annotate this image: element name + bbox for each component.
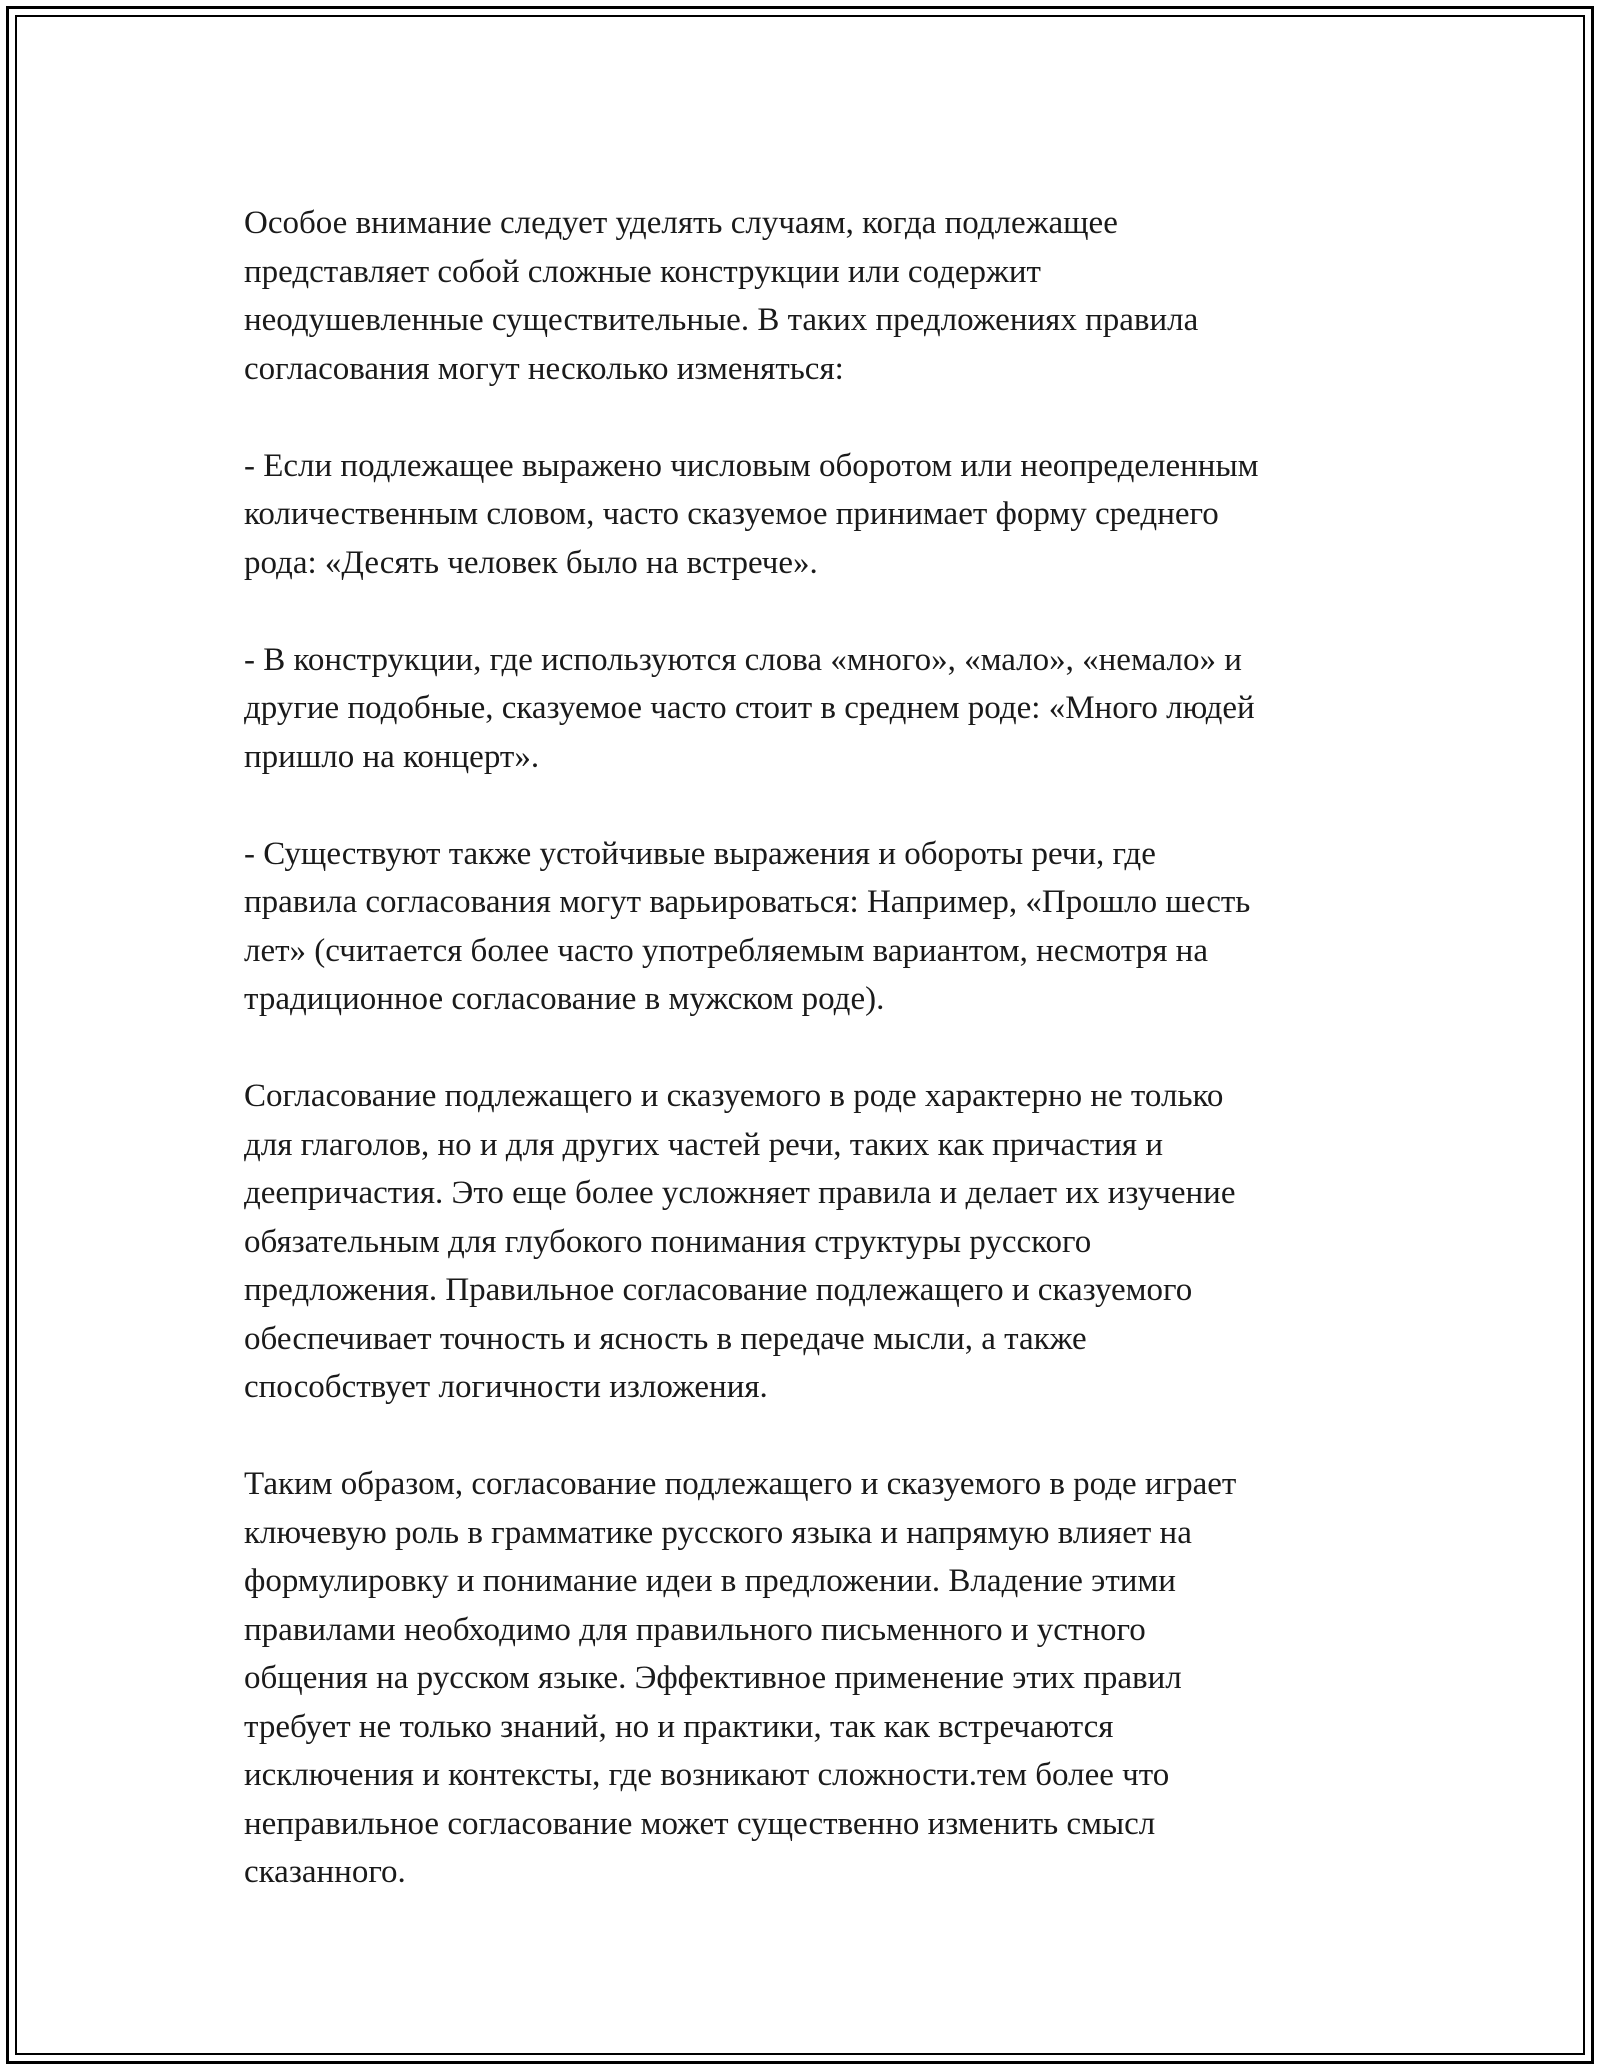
paragraph-bullet-numeric: - Если подлежащее выражено числовым оборотом или неопределенным количественным словом, часто сказуемое принимает форму среднего рода: «Десять человек было на встрече». — [244, 447, 1259, 581]
paragraph-conclusion: Таким образом, согласование подлежащего и сказуемого в роде играет ключевую роль в грамматике русского языка и напрямую влияет на формулировку и понимание идеи в предложении. Владение этими правилами необходимо для правильного письменного и устного общения на русском языке. Эффективное применение этих правил требует не только знаний, но и практики, так как встречаются исключения и контексты, где возникают сложности.тем более что неправильное согласование может существенно изменить смысл сказанного. — [244, 1466, 1237, 1890]
paragraph-other-parts-of-speech: Согласование подлежащего и сказуемого в роде характерно не только для глаголов, но и для других частей речи, таких как причастия и деепричастия. Это еще более усложняет правила и делает их изучение обязательным для глубокого понимания структуры русского предложения. Правильное согласование подлежащего и сказуемого обеспечивает точность и ясность в передаче мысли, а также способствует логичности изложения. — [244, 1078, 1236, 1405]
document-body — [244, 199, 1404, 1945]
paragraph-bullet-set-expressions: - Существуют также устойчивые выражения и обороты речи, где правила согласования могут варьироваться: Например, «Прошло шесть лет» (считается более часто употребляемым вариантом, несмотря на традиционное согласование в мужском роде). — [244, 835, 1251, 1017]
paragraph-intro: Особое внимание следует уделять случаям, когда подлежащее представляет собой сложные конструкции или содержит неодушевленные существительные. В таких предложениях правила согласования могут несколько изменяться: — [244, 205, 1199, 387]
paragraph-bullet-quantity-words: - В конструкции, где используются слова «много», «мало», «немало» и другие подобные, сказуемое часто стоит в среднем роде: «Много людей пришло на концерт». — [244, 641, 1255, 775]
page-frame — [6, 6, 1594, 2064]
